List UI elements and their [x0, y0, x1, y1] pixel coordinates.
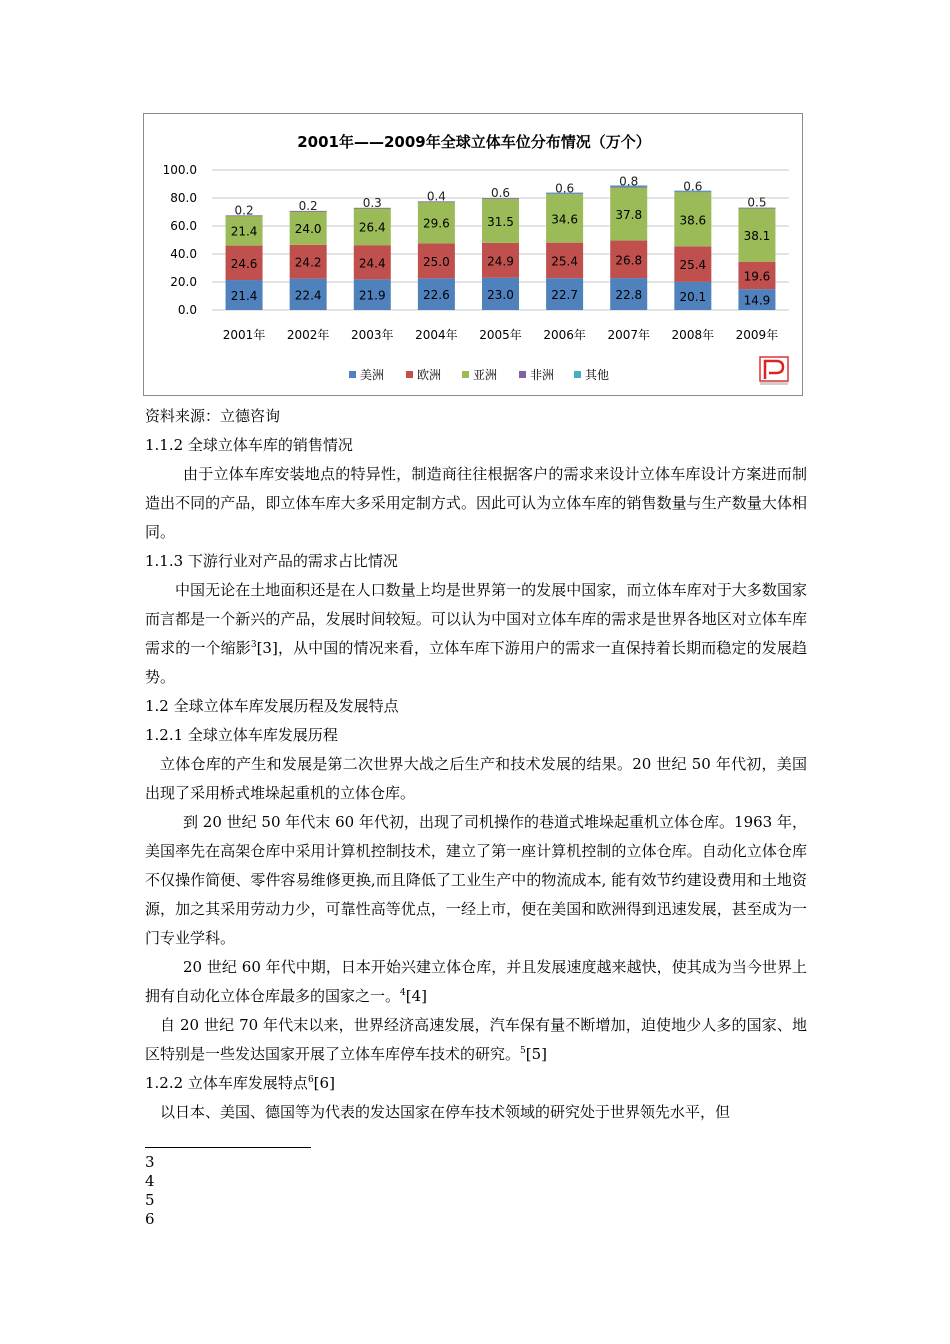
section-heading-1-1-2: 1.1.2 全球立体车库的销售情况 [145, 436, 353, 454]
paragraph-demand-text-end: [3]，从中国的情况来看，立体车库下游用户的需求一直保持着长期而稳定的发展趋势。 [145, 639, 807, 686]
x-tick-label: 2001年 [222, 328, 266, 342]
data-label: 14.9 [743, 293, 771, 308]
paragraph-history-70s-ref: [5] [525, 1045, 547, 1063]
data-label: 22.8 [615, 288, 643, 303]
data-label: 25.4 [679, 258, 707, 273]
data-label: 19.6 [743, 269, 771, 284]
y-tick-label: 40.0 [170, 247, 197, 261]
paragraph-demand-text: 中国无论在土地面积还是在人口数量上均是世界第一的发展中国家，而立体车库对于大多数国家而言都是一个新兴的产品，发展时间较短。可以认为中国对立体车库的需求是世界各地区对立体车库需求的一个缩影 [145, 581, 807, 657]
paragraph-features: 以日本、美国、德国等为代表的发达国家在停车技术领域的研究处于世界领先水平，但 [160, 1103, 731, 1121]
data-label: 24.0 [294, 221, 322, 236]
footnote-5: 5 [145, 1191, 155, 1209]
chart-container [143, 113, 803, 396]
legend-swatch-非洲 [519, 371, 526, 378]
data-label: 0.6 [555, 181, 575, 196]
data-label: 34.6 [551, 212, 578, 227]
chart-source-caption: 资料来源：立德咨询 [145, 407, 281, 425]
legend-label: 欧洲 [417, 368, 442, 382]
y-tick-label: 20.0 [170, 275, 197, 289]
x-tick-label: 2008年 [671, 328, 715, 342]
data-label: 0.2 [298, 198, 318, 213]
data-label: 0.5 [747, 195, 767, 210]
data-label: 0.3 [362, 195, 382, 210]
footnote-ref-4[interactable]: 4 [400, 988, 406, 998]
footnote-ref-6[interactable]: 6 [307, 1075, 314, 1085]
data-label: 0.2 [234, 203, 254, 218]
data-label: 0.4 [426, 189, 446, 204]
paragraph-history-japan [145, 953, 807, 1011]
data-label: 29.6 [423, 216, 450, 231]
x-tick-label: 2002年 [286, 328, 330, 342]
paragraph-history-70s [145, 1011, 807, 1069]
data-label: 24.9 [487, 254, 514, 269]
chart-title: 2001年——2009年全球立体车位分布情况（万个） [297, 133, 651, 151]
paragraph-history-1: 立体仓库的产生和发展是第二次世界大战之后生产和技术发展的结果。20 世纪 50 年代初，美国出现了采用桥式堆垛起重机的立体仓库。 [145, 755, 807, 802]
data-label: 37.8 [615, 208, 643, 223]
paragraph-sales: 由于立体车库安装地点的特异性，制造商往往根据客户的需求来设计立体车库设计方案进而制造出不同的产品，即立体车库大多采用定制方式。因此可认为立体车库的销售数量与生产数量大体相同。 [145, 465, 807, 541]
data-label: 24.6 [230, 256, 258, 271]
data-label: 0.6 [490, 186, 511, 200]
data-label: 20.1 [679, 289, 707, 304]
data-label: 21.9 [358, 288, 386, 303]
data-label: 22.7 [551, 288, 578, 303]
data-label: 0.8 [619, 174, 639, 189]
x-tick-label: 2007年 [607, 328, 650, 342]
section-heading-1-1-3: 1.1.3 下游行业对产品的需求占比情况 [145, 552, 398, 570]
legend-label: 美洲 [360, 368, 385, 382]
paragraph-history-japan-ref: [4] [405, 987, 427, 1005]
paragraph-history-70s-text: 自 20 世纪 70 年代末以来，世界经济高速发展，汽车保有量不断增加，迫使地少人多的国家、地区特别是一些发达国家开展了立体车库停车技术的研究。 [145, 1016, 807, 1063]
paragraph-history-2: 到 20 世纪 50 年代末 60 年代初，出现了司机操作的巷道式堆垛起重机立体仓库。1963 年，美国率先在高架仓库中采用计算机控制技术，建立了第一座计算机控制的立体仓库。自动化立体仓库不仅操作简便、零件容易维修更换,而且降低了工业生产中的物流成本, 能有效节约建设费用和土地资源，加之其采用劳动力少，可靠性高等优点，一经上市，便在美国和欧洲得到迅速发展，甚至成为一门专业学科。 [145, 813, 807, 947]
legend-label: 其他 [585, 368, 610, 382]
data-label: 24.4 [358, 256, 386, 271]
data-label: 21.4 [230, 224, 258, 239]
data-label: 24.2 [294, 255, 322, 270]
data-label: 0.6 [683, 179, 703, 194]
logo-caption-strip [760, 382, 788, 385]
legend-swatch-欧洲 [406, 371, 413, 378]
section-heading-1-2-1: 1.2.1 全球立体车库发展历程 [145, 726, 338, 744]
y-tick-label: 0.0 [177, 303, 197, 317]
data-label: 25.4 [551, 254, 578, 269]
legend-swatch-亚洲 [462, 371, 469, 378]
legend-swatch-美洲 [349, 371, 356, 378]
y-tick-label: 80.0 [170, 191, 197, 205]
stacked-bar-chart [144, 114, 804, 397]
data-label: 22.6 [423, 288, 450, 303]
legend-swatch-其他 [574, 371, 581, 378]
x-tick-label: 2003年 [351, 328, 394, 342]
section-heading-1-2-2-ref: [6] [313, 1074, 335, 1092]
footnote-3: 3 [145, 1153, 155, 1171]
section-heading-1-2-2-text: 1.2.2 立体车库发展特点 [145, 1074, 308, 1092]
paragraph-demand [145, 576, 807, 692]
data-label: 26.4 [358, 220, 386, 235]
x-tick-label: 2005年 [479, 328, 522, 342]
x-tick-label: 2004年 [415, 328, 458, 342]
footnote-4: 4 [145, 1172, 155, 1190]
data-label: 31.5 [487, 214, 514, 229]
legend-label: 亚洲 [473, 368, 498, 382]
section-heading-1-2: 1.2 全球立体车库发展历程及发展特点 [145, 697, 399, 715]
document-body [145, 402, 807, 1127]
data-label: 22.4 [294, 288, 322, 303]
footnote-ref-3[interactable]: 3 [250, 640, 257, 650]
data-label: 38.1 [743, 229, 771, 244]
y-tick-label: 100.0 [162, 163, 197, 177]
footnote-6: 6 [145, 1210, 155, 1228]
x-tick-label: 2009年 [735, 328, 779, 342]
y-tick-label: 60.0 [170, 219, 197, 233]
data-label: 26.8 [615, 253, 643, 268]
paragraph-history-japan-text: 20 世纪 60 年代中期，日本开始兴建立体仓库，并且发展速度越来越快，使其成为当今世界上拥有自动化立体仓库最多的国家之一。 [145, 958, 807, 1005]
data-label: 25.0 [423, 254, 450, 269]
footnote-ref-5[interactable]: 5 [520, 1046, 526, 1056]
data-label: 23.0 [487, 287, 514, 302]
data-label: 21.4 [230, 289, 258, 304]
x-tick-label: 2006年 [543, 328, 586, 342]
footnote-separator [145, 1147, 311, 1148]
data-label: 38.6 [679, 213, 707, 228]
legend-label: 非洲 [530, 368, 555, 382]
section-heading-1-2-2 [145, 1069, 807, 1098]
footnotes [145, 1153, 155, 1229]
